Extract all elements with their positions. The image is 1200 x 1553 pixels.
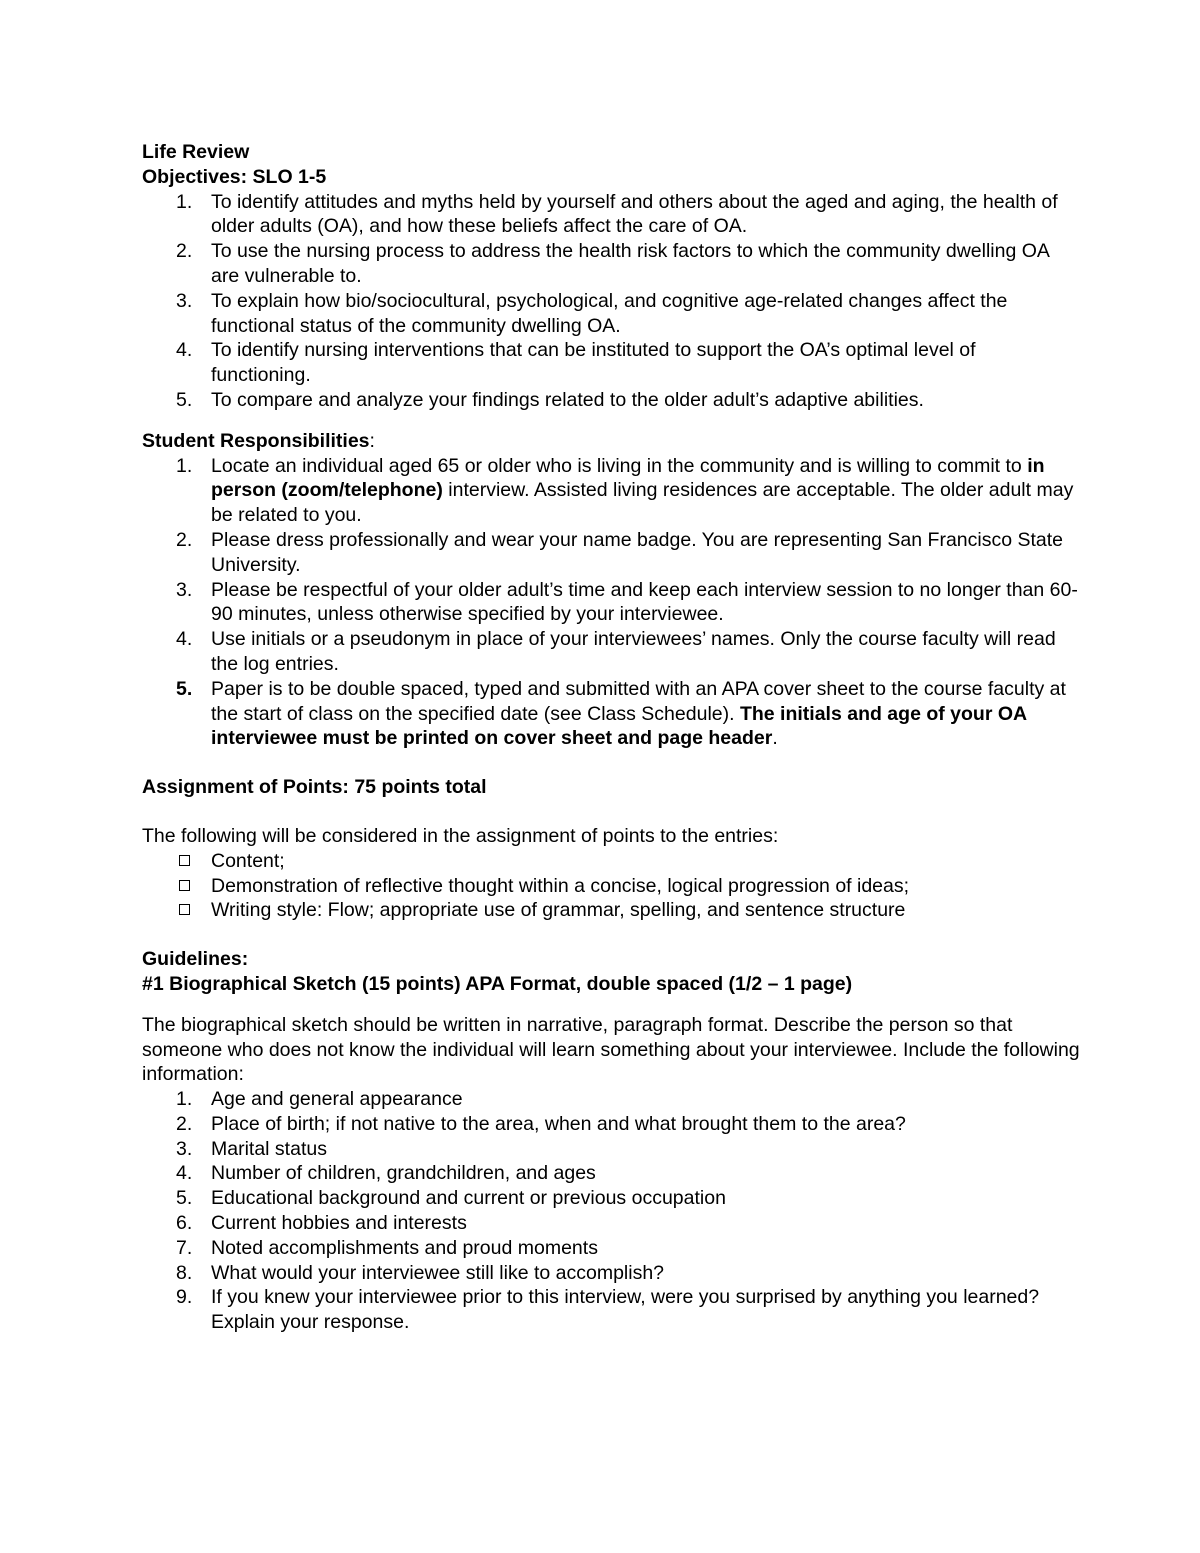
list-item: 5. Educational background and current or previous occupation <box>176 1187 726 1210</box>
list-item: 1. Locate an individual aged 65 or older who is living in the community and is willing to commit to in person (zoom/telephone) interview. Assisted living residences are acceptable. The older adult may be related to you. <box>176 454 1074 527</box>
sketch-intro: The biographical sketch should be written in narrative, paragraph format. Describe the person so that someone who does not know the individual will learn something about your interviewee. Include the following information: <box>142 1013 1080 1086</box>
list-item: 1. To identify attitudes and myths held by yourself and others about the aged and aging, the health of older adults (OA), and how these beliefs affect the care of OA. <box>176 190 1058 238</box>
list-item: Writing style: Flow; appropriate use of grammar, spelling, and sentence structure <box>142 898 1080 923</box>
list-item: 2. Please dress professionally and wear your name badge. You are representing San Francisco State University. <box>176 528 1064 576</box>
list-item: 3. Marital status <box>176 1137 327 1160</box>
points-intro: The following will be considered in the assignment of points to the entries: <box>142 824 779 847</box>
criteria-list <box>142 849 1080 923</box>
points-heading: Assignment of Points: 75 points total <box>142 776 487 799</box>
document-title: Life Review <box>142 141 250 163</box>
list-item: 6. Current hobbies and interests <box>176 1212 467 1235</box>
responsibilities-list <box>142 454 1080 752</box>
list-item: 9. If you knew your interviewee prior to this interview, were you surprised by anything you learned? Explain your response. <box>176 1286 1040 1334</box>
list-item: 3. Please be respectful of your older adult’s time and keep each interview session to no longer than 60-90 minutes, unless otherwise specified by your interviewee. <box>176 578 1078 626</box>
list-item: 7. Noted accomplishments and proud moments <box>176 1236 598 1259</box>
guidelines-heading: Guidelines: <box>142 948 249 971</box>
checkbox-icon <box>179 855 190 866</box>
list-item: 2. Place of birth; if not native to the area, when and what brought them to the area? <box>176 1112 906 1135</box>
responsibilities-heading: Student Responsibilities: <box>142 429 375 452</box>
list-item: 4. Number of children, grandchildren, and ages <box>176 1162 596 1185</box>
list-item: 5. To compare and analyze your findings related to the older adult’s adaptive abilities. <box>176 388 924 411</box>
objectives-heading: Objectives: SLO 1-5 <box>142 165 327 188</box>
list-item: 5. Paper is to be double spaced, typed and submitted with an APA cover sheet to the course faculty at the start of class on the specified date (see Class Schedule). The initials and age of your OA interviewee must be printed on cover sheet and page header. <box>176 677 1066 750</box>
sketch-heading: #1 Biographical Sketch (15 points) APA Format, double spaced (1/2 – 1 page) <box>142 972 853 995</box>
list-item: 1. Age and general appearance <box>176 1088 463 1111</box>
checkbox-icon <box>179 880 190 891</box>
sketch-items-list <box>142 1087 1080 1335</box>
list-item: 8. What would your interviewee still like to accomplish? <box>176 1261 665 1284</box>
list-item: 4. Use initials or a pseudonym in place of your interviewees’ names. Only the course faculty will read the log entries. <box>176 628 1056 675</box>
list-item: 3. To explain how bio/sociocultural, psychological, and cognitive age-related changes affect the functional status of the community dwelling OA. <box>176 289 1008 337</box>
checkbox-icon <box>179 904 190 915</box>
list-item: Content; <box>142 849 1080 874</box>
list-item: 2. To use the nursing process to address the health risk factors to which the community dwelling OA are vulnerable to. <box>176 240 1049 287</box>
objectives-list <box>142 190 1080 413</box>
list-item: Demonstration of reflective thought within a concise, logical progression of ideas; <box>142 874 1080 899</box>
list-item: 4. To identify nursing interventions that can be instituted to support the OA’s optimal level of functioning. <box>176 339 976 387</box>
